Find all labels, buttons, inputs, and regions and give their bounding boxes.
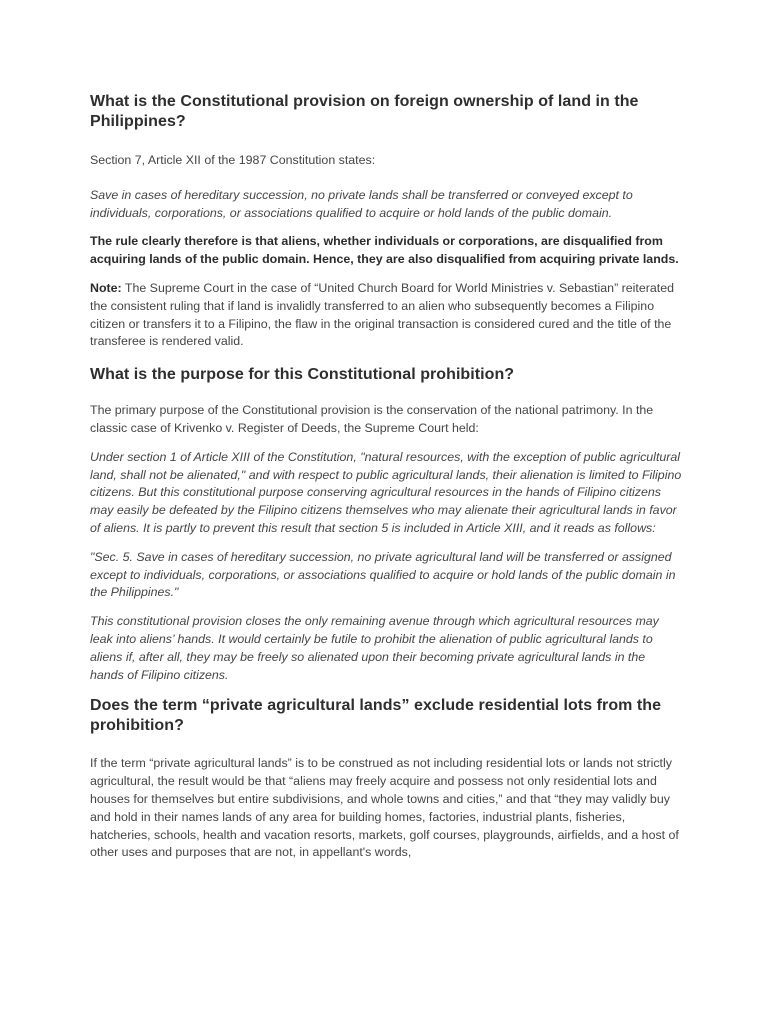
note-label: Note: [90, 280, 122, 295]
note-text: The Supreme Court in the case of “United Church Board for World Ministries v. Sebastian” reiterated the consistent ruling that if land is invalidly transferred to an alien who subsequently becomes a Filipino citizen or transfers it to a Filipino, the flaw in the original transaction is considered cured and the title of the transferee is rendered valid. [90, 280, 674, 349]
section7-intro: Section 7, Article XII of the 1987 Constitution states: [90, 153, 376, 167]
quote-closes-avenue: This constitutional provision closes the only remaining avenue through which agricultural resources may leak into aliens’ hands. It would certainly be futile to prohibit the alienation of public agricultural lands to aliens if, after all, they may be freely so alienated upon their becoming private agricultural lands in the hands of Filipino citizens. [90, 614, 659, 682]
document-page [90, 92, 682, 862]
quote-krivenko: Under section 1 of Article XIII of the Constitution, "natural resources, with the exception of public agricultural land, shall not be alienated," and with respect to public agricultural lands, their alienation is limited to Filipino citizens. But this constitutional purpose conserving agricultural resources in the hands of Filipino citizens may easily be defeated by the Filipino citizens themselves who may alienate their agricultural lands in favor of aliens. It is partly to prevent this result that section 5 is included in Article XIII, and it reads as follows: [90, 449, 682, 535]
heading-purpose: What is the purpose for this Constitutional prohibition? [90, 366, 515, 384]
heading-foreign-ownership: What is the Constitutional provision on foreign ownership of land in the Philippines? [90, 93, 639, 130]
rule-paragraph: The rule clearly therefore is that aliens, whether individuals or corporations, are disqualified from acquiring lands of the public domain. Hence, they are also disqualified from acquiring private lands. [90, 234, 679, 267]
note-paragraph [90, 280, 682, 351]
quote-save-hereditary: Save in cases of hereditary succession, no private lands shall be transferred or conveyed except to individuals, corporations, or associations qualified to acquire or hold lands of the public domain. [90, 187, 633, 220]
residential-paragraph: If the term “private agricultural lands” is to be construed as not including residential lots or lands not strictly agricultural, the result would be that “aliens may freely acquire and possess not only residential lots and houses for themselves but entire subdivisions, and whole towns and cities,” and that “they may validly buy and hold in their names lands of any area for building homes, factories, industrial plants, fisheries, hatcheries, schools, health and vacation resorts, markets, golf courses, playgrounds, airfields, and a host of other uses and purposes that are not, in appellant's words, [90, 756, 679, 860]
purpose-paragraph: The primary purpose of the Constitutional provision is the conservation of the national patrimony. In the classic case of Krivenko v. Register of Deeds, the Supreme Court held: [90, 403, 654, 435]
quote-sec5: "Sec. 5. Save in cases of hereditary succession, no private agricultural land will be transferred or assigned except to individuals, corporations, or associations qualified to acquire or hold lands of the public domain in the Philippines." [90, 549, 676, 600]
heading-residential-lots: Does the term “private agricultural lands” exclude residential lots from the prohibition? [90, 697, 662, 735]
